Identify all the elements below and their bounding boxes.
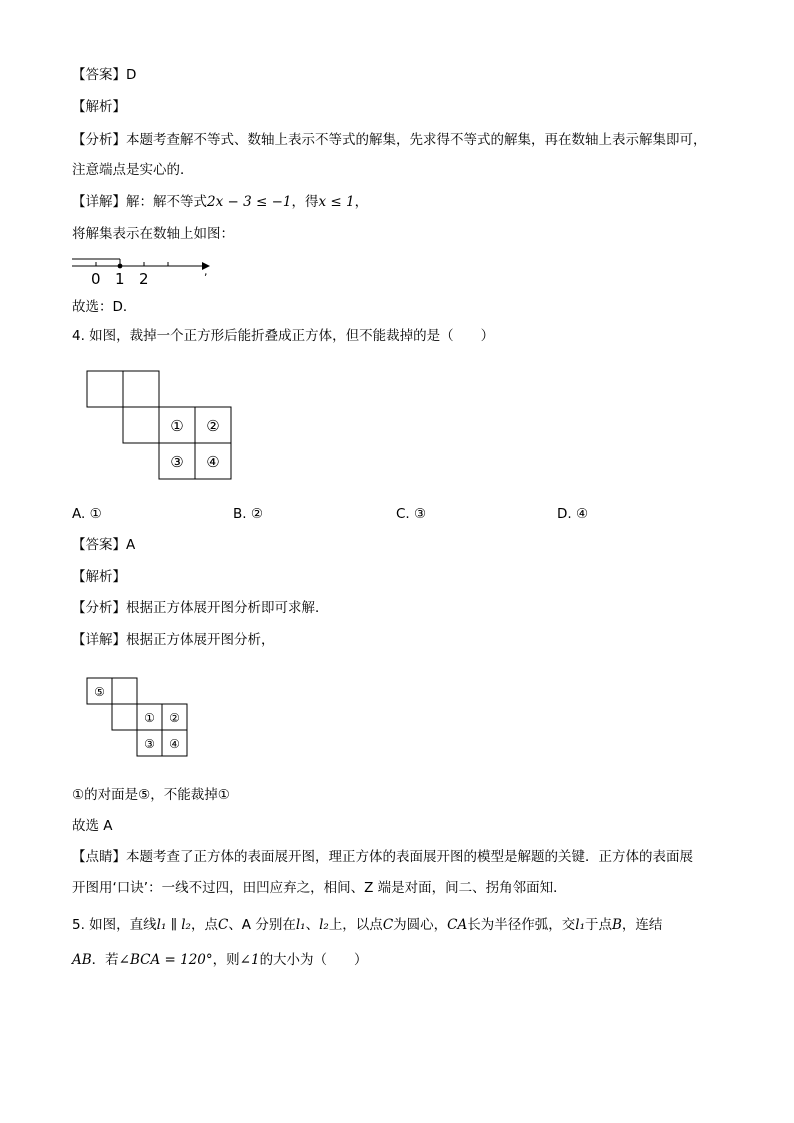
option-c: C. ③ [396,506,427,522]
q5-text: ，点 [190,917,218,933]
net-square-top-middle [123,371,159,407]
number-line [66,250,216,290]
net2-label-2: ② [169,711,180,725]
q5-text: 于点 [584,917,612,933]
answer-tag: 【答案】 [72,537,126,553]
answer-value: A [126,537,136,553]
cube-net-figure-2 [86,678,196,762]
q5-text: 、A 分别在 [228,917,296,933]
q5-text: 的大小为（ ） [259,952,368,968]
line-l1: l₁ [295,917,306,933]
q5-text: 为圆心， [393,917,448,933]
number-line-comma: , [204,265,208,278]
option-b: B. ② [233,506,263,522]
solid-endpoint [118,264,123,269]
line-l1: l₁ [156,917,167,933]
angle-bca: ∠BCA = 120° [118,952,213,968]
answer-value: D [126,67,137,83]
net2-label-5: ⑤ [94,685,105,699]
net-square-middle-left [123,407,159,443]
detail-tag: 【详解】 [72,194,126,210]
point-c: C [382,917,394,933]
q5-text: ，则 [212,952,240,968]
tick-label-0: 0 [91,270,101,288]
tick-label-2: 2 [139,270,149,288]
option-a: A. ① [72,506,102,522]
q5-line1 [72,915,662,935]
fenxi-tag: 【分析】 [72,600,126,616]
q3-fenxi-line1 [72,130,707,150]
net2-label-1: ① [144,711,155,725]
line-l2: l₂ [181,917,191,933]
option-d: D. ④ [557,506,589,522]
q3-analysis-tag: 【解析】 [72,99,126,115]
fenxi-tag: 【分析】 [72,132,126,148]
q4-conclusion: ①的对面是⑤，不能裁掉① [72,787,230,803]
tick-label-1: 1 [115,270,125,288]
comment-tag: 【点睛】 [72,849,126,865]
detail-text: 根据正方体展开图分析， [126,632,275,648]
q5-line2 [72,950,368,970]
line-l1: l₁ [575,917,585,933]
net-square-top-left [87,371,123,407]
q4-detail-line [72,630,275,650]
net-label-2: ② [206,417,220,435]
comment-text: 本题考查了正方体的表面展开图，理正方体的表面展开图的模型是解题的关键．正方体的表面展 [126,849,693,865]
detail-end: ， [354,194,369,210]
inequality: 2x − 3 ≤ −1 [207,194,292,210]
detail-mid: ，得 [291,194,319,210]
solution: x ≤ 1 [318,194,355,210]
q4-question: 4. 如图，裁掉一个正方形后能折叠成正方体，但不能裁掉的是（ ） [72,328,495,344]
net2-square-middle-left [112,704,137,730]
q5-text: ，连结 [621,917,663,933]
q4-comment-line2: 开图用‘口诀’：一线不过四，田凹应弃之，相间、Z 端是对面，间二、拐角邻面知． [72,880,567,896]
fenxi-text: 本题考查解不等式、数轴上表示不等式的解集，先求得不等式的解集，再在数轴上表示解集即可， [126,132,707,148]
line-l2: l₂ [319,917,329,933]
q5-text: 上，以点 [328,917,383,933]
point-c: C [217,917,229,933]
numberline-intro: 将解集表示在数轴上如图： [72,226,234,242]
q3-answer-line [72,65,136,85]
net-label-4: ④ [206,453,220,471]
q3-fenxi-line2: 注意端点是实心的． [72,162,194,178]
q5-text: 、 [305,917,320,933]
q5-text: 5. 如图，直线 [72,917,157,933]
net2-label-4: ④ [169,737,180,751]
parallel-symbol: ∥ [166,917,182,933]
segment-ca: CA [447,917,468,933]
q4-analysis-tag: 【解析】 [72,569,126,585]
q3-choose: 故选：D． [72,299,137,315]
detail-tag: 【详解】 [72,632,126,648]
net-label-3: ③ [170,453,184,471]
angle-1: ∠1 [239,952,260,968]
net-label-1: ① [170,417,184,435]
detail-prefix: 解：解不等式 [126,194,207,210]
q4-choose: 故选 A [72,818,113,834]
segment-ab: AB [72,952,92,968]
answer-tag: 【答案】 [72,67,126,83]
q4-answer-line [72,535,135,555]
cube-net-figure [86,371,236,481]
net2-label-3: ③ [144,737,155,751]
q5-text: ．若 [91,952,119,968]
q5-text: 长为半径作弧，交 [467,917,576,933]
net2-square-top-middle [112,678,137,704]
q4-comment-line1 [72,847,693,867]
fenxi-text: 根据正方体展开图分析即可求解． [126,600,329,616]
q3-detail-line [72,192,368,212]
q4-fenxi-line [72,598,329,618]
point-b: B [611,917,622,933]
